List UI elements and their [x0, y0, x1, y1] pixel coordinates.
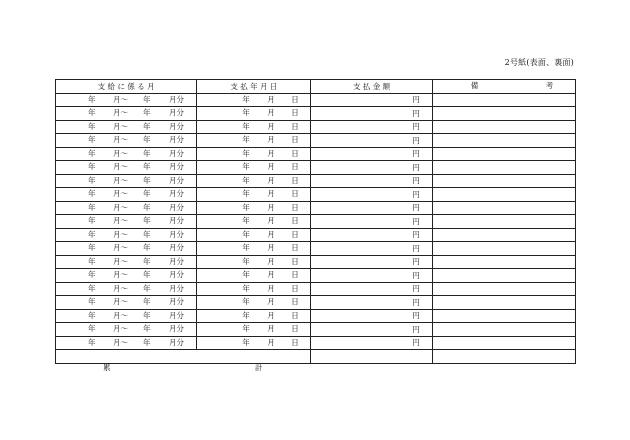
- payment-month-cell[interactable]: [56, 201, 197, 215]
- payment-date-cell[interactable]: [197, 255, 311, 269]
- pay-month-label: 月: [267, 108, 275, 117]
- payment-date-cell[interactable]: [197, 309, 311, 323]
- month-to-label: 月分: [169, 310, 184, 320]
- month-to-label: 月分: [169, 256, 184, 266]
- pay-year-label: 年: [242, 256, 250, 266]
- month-from-label: 月〜: [113, 175, 128, 185]
- payment-date-cell[interactable]: [197, 296, 311, 310]
- month-from-year-label: 年: [88, 135, 96, 144]
- pay-month-label: 月: [267, 297, 275, 306]
- header-payment-amount: 支 払 金 額: [311, 80, 432, 94]
- payment-amount-cell[interactable]: [311, 161, 432, 175]
- pay-day-label: 日: [291, 189, 299, 198]
- remarks-cell[interactable]: [432, 309, 575, 323]
- payment-date-cell[interactable]: [197, 174, 311, 188]
- payment-date-cell[interactable]: [197, 120, 311, 134]
- month-from-year-label: 年: [88, 310, 96, 320]
- pay-year-label: 年: [242, 162, 250, 171]
- pay-day-label: 日: [291, 175, 299, 185]
- pay-day-label: 日: [291, 283, 299, 293]
- pay-day-label: 日: [291, 297, 299, 306]
- remarks-cell[interactable]: [432, 93, 575, 107]
- pay-year-label: 年: [242, 175, 250, 185]
- pay-day-label: 日: [291, 202, 299, 212]
- pay-month-label: 月: [267, 189, 275, 198]
- month-from-year-label: 年: [88, 283, 96, 293]
- month-from-year-label: 年: [88, 108, 96, 117]
- pay-month-label: 月: [267, 229, 275, 239]
- payment-amount-cell[interactable]: [311, 174, 432, 188]
- remarks-cell[interactable]: [432, 336, 575, 350]
- month-to-label: 月分: [169, 135, 184, 144]
- table-row: [56, 282, 576, 296]
- payment-month-cell[interactable]: [56, 228, 197, 242]
- remarks-cell[interactable]: [432, 296, 575, 310]
- header-payment-month: 支 給 に 係 る 月: [56, 80, 197, 94]
- pay-year-label: 年: [242, 229, 250, 239]
- payment-month-cell[interactable]: [56, 174, 197, 188]
- table-row: [56, 323, 576, 337]
- pay-year-label: 年: [242, 135, 250, 144]
- month-from-label: 月〜: [113, 135, 128, 144]
- month-from-year-label: 年: [88, 337, 96, 347]
- payment-record-table: [55, 79, 576, 372]
- yen-label: 円: [412, 135, 420, 145]
- month-from-year-label: 年: [88, 216, 96, 225]
- month-from-label: 月〜: [113, 283, 128, 293]
- month-to-year-label: 年: [143, 94, 151, 104]
- pay-day-label: 日: [291, 148, 299, 158]
- month-to-label: 月分: [169, 94, 184, 104]
- pay-day-label: 日: [291, 337, 299, 347]
- payment-month-cell[interactable]: [56, 282, 197, 296]
- month-from-year-label: 年: [88, 256, 96, 266]
- yen-label: 円: [412, 270, 420, 280]
- month-from-label: 月〜: [113, 310, 128, 320]
- month-to-label: 月分: [169, 189, 184, 198]
- pay-day-label: 日: [291, 216, 299, 225]
- pay-year-label: 年: [242, 297, 250, 306]
- payment-month-cell[interactable]: [56, 336, 197, 350]
- total-label-left: 累: [103, 363, 111, 372]
- month-to-year-label: 年: [143, 189, 151, 198]
- total-remarks-cell[interactable]: [432, 350, 575, 364]
- payment-date-cell[interactable]: [197, 228, 311, 242]
- pay-month-label: 月: [267, 270, 275, 279]
- payment-month-cell[interactable]: [56, 188, 197, 202]
- pay-year-label: 年: [242, 202, 250, 212]
- remarks-cell[interactable]: [432, 201, 575, 215]
- month-to-year-label: 年: [143, 162, 151, 171]
- payment-amount-cell[interactable]: [311, 215, 432, 229]
- payment-date-cell[interactable]: [197, 282, 311, 296]
- header-remarks-left: 備: [470, 81, 479, 90]
- yen-label: 円: [412, 122, 420, 132]
- month-from-label: 月〜: [113, 270, 128, 279]
- payment-amount-cell[interactable]: [311, 309, 432, 323]
- month-from-label: 月〜: [113, 162, 128, 171]
- month-from-year-label: 年: [88, 229, 96, 239]
- table-row: [56, 93, 576, 107]
- month-from-year-label: 年: [88, 297, 96, 306]
- month-from-year-label: 年: [88, 162, 96, 171]
- payment-date-cell[interactable]: [197, 269, 311, 283]
- pay-day-label: 日: [291, 162, 299, 171]
- payment-date-cell[interactable]: [197, 323, 311, 337]
- pay-month-label: 月: [267, 243, 275, 252]
- payment-amount-cell[interactable]: [311, 269, 432, 283]
- payment-amount-cell[interactable]: [311, 228, 432, 242]
- month-from-label: 月〜: [113, 121, 128, 131]
- pay-year-label: 年: [242, 121, 250, 131]
- yen-label: 円: [412, 243, 420, 253]
- pay-day-label: 日: [291, 243, 299, 252]
- remarks-cell[interactable]: [432, 242, 575, 256]
- month-to-year-label: 年: [143, 148, 151, 158]
- header-remarks-right: 考: [545, 81, 554, 90]
- payment-amount-cell[interactable]: [311, 296, 432, 310]
- month-from-label: 月〜: [113, 337, 128, 347]
- month-from-label: 月〜: [113, 229, 128, 239]
- pay-year-label: 年: [242, 189, 250, 198]
- month-to-year-label: 年: [143, 297, 151, 306]
- payment-date-cell[interactable]: [197, 336, 311, 350]
- month-from-year-label: 年: [88, 270, 96, 279]
- payment-amount-cell[interactable]: [311, 282, 432, 296]
- pay-day-label: 日: [291, 256, 299, 266]
- month-to-year-label: 年: [143, 310, 151, 320]
- pay-year-label: 年: [242, 108, 250, 117]
- pay-day-label: 日: [291, 108, 299, 117]
- table-row: [56, 255, 576, 269]
- table-header-row: [56, 80, 576, 94]
- month-to-label: 月分: [169, 216, 184, 225]
- payment-amount-cell[interactable]: [311, 120, 432, 134]
- table-row: [56, 269, 576, 283]
- remarks-cell[interactable]: [432, 120, 575, 134]
- form-number-label: 2号紙(表面、裏面): [504, 58, 574, 67]
- table-row: [56, 120, 576, 134]
- pay-month-label: 月: [267, 283, 275, 293]
- yen-label: 円: [412, 189, 420, 199]
- month-to-year-label: 年: [143, 324, 151, 333]
- yen-label: 円: [412, 108, 420, 118]
- month-to-label: 月分: [169, 229, 184, 239]
- pay-year-label: 年: [242, 216, 250, 225]
- month-from-label: 月〜: [113, 243, 128, 252]
- payment-month-cell[interactable]: [56, 107, 197, 121]
- pay-month-label: 月: [267, 148, 275, 158]
- month-from-year-label: 年: [88, 175, 96, 185]
- pay-month-label: 月: [267, 121, 275, 131]
- pay-day-label: 日: [291, 324, 299, 333]
- month-to-label: 月分: [169, 297, 184, 306]
- payment-amount-cell[interactable]: [311, 336, 432, 350]
- month-to-year-label: 年: [143, 229, 151, 239]
- table-row: [56, 174, 576, 188]
- month-from-year-label: 年: [88, 243, 96, 252]
- yen-label: 円: [412, 324, 420, 334]
- payment-date-cell[interactable]: [197, 147, 311, 161]
- yen-label: 円: [412, 230, 420, 240]
- month-to-label: 月分: [169, 162, 184, 171]
- payment-month-cell[interactable]: [56, 161, 197, 175]
- pay-month-label: 月: [267, 337, 275, 347]
- pay-year-label: 年: [242, 148, 250, 158]
- month-from-year-label: 年: [88, 202, 96, 212]
- payment-amount-cell[interactable]: [311, 323, 432, 337]
- remarks-cell[interactable]: [432, 134, 575, 148]
- payment-month-cell[interactable]: [56, 93, 197, 107]
- month-to-year-label: 年: [143, 337, 151, 347]
- total-label-cell: [56, 350, 311, 372]
- yen-label: 円: [412, 257, 420, 267]
- month-to-label: 月分: [169, 283, 184, 293]
- payment-amount-cell[interactable]: [311, 201, 432, 215]
- payment-month-cell[interactable]: [56, 147, 197, 161]
- month-to-year-label: 年: [143, 108, 151, 117]
- pay-year-label: 年: [242, 324, 250, 333]
- payment-amount-cell[interactable]: [311, 188, 432, 202]
- month-from-year-label: 年: [88, 189, 96, 198]
- payment-month-cell[interactable]: [56, 120, 197, 134]
- month-from-label: 月〜: [113, 189, 128, 198]
- pay-day-label: 日: [291, 310, 299, 320]
- yen-label: 円: [412, 162, 420, 172]
- payment-month-cell[interactable]: [56, 255, 197, 269]
- yen-label: 円: [412, 311, 420, 321]
- table-row: [56, 161, 576, 175]
- pay-year-label: 年: [242, 243, 250, 252]
- month-from-label: 月〜: [113, 148, 128, 158]
- month-to-label: 月分: [169, 243, 184, 252]
- yen-label: 円: [412, 338, 420, 348]
- yen-label: 円: [412, 176, 420, 186]
- pay-year-label: 年: [242, 270, 250, 279]
- month-from-label: 月〜: [113, 202, 128, 212]
- month-from-year-label: 年: [88, 324, 96, 333]
- month-to-label: 月分: [169, 202, 184, 212]
- payment-month-cell[interactable]: [56, 323, 197, 337]
- table-row: [56, 309, 576, 323]
- table-row: [56, 188, 576, 202]
- month-from-year-label: 年: [88, 121, 96, 131]
- payment-amount-cell[interactable]: [311, 93, 432, 107]
- payment-date-cell[interactable]: [197, 93, 311, 107]
- remarks-cell[interactable]: [432, 215, 575, 229]
- payment-date-cell[interactable]: [197, 215, 311, 229]
- month-to-year-label: 年: [143, 121, 151, 131]
- month-from-year-label: 年: [88, 148, 96, 158]
- table-row: [56, 242, 576, 256]
- remarks-cell[interactable]: [432, 107, 575, 121]
- table-row: [56, 147, 576, 161]
- pay-day-label: 日: [291, 270, 299, 279]
- month-to-label: 月分: [169, 108, 184, 117]
- pay-day-label: 日: [291, 229, 299, 239]
- yen-label: 円: [412, 149, 420, 159]
- month-from-year-label: 年: [88, 94, 96, 104]
- pay-month-label: 月: [267, 94, 275, 104]
- table-row: [56, 134, 576, 148]
- payment-month-cell[interactable]: [56, 134, 197, 148]
- pay-month-label: 月: [267, 216, 275, 225]
- pay-month-label: 月: [267, 202, 275, 212]
- pay-month-label: 月: [267, 135, 275, 144]
- pay-day-label: 日: [291, 94, 299, 104]
- pay-year-label: 年: [242, 283, 250, 293]
- yen-label: 円: [412, 203, 420, 213]
- month-to-label: 月分: [169, 324, 184, 333]
- month-to-year-label: 年: [143, 175, 151, 185]
- payment-amount-cell[interactable]: [311, 134, 432, 148]
- month-from-label: 月〜: [113, 216, 128, 225]
- table-row: [56, 228, 576, 242]
- remarks-cell[interactable]: [432, 282, 575, 296]
- table-row: [56, 336, 576, 350]
- payment-date-cell[interactable]: [197, 201, 311, 215]
- month-to-year-label: 年: [143, 135, 151, 144]
- month-from-label: 月〜: [113, 108, 128, 117]
- payment-amount-cell[interactable]: [311, 107, 432, 121]
- table-row: [56, 215, 576, 229]
- month-to-label: 月分: [169, 270, 184, 279]
- month-from-label: 月〜: [113, 256, 128, 266]
- month-to-year-label: 年: [143, 270, 151, 279]
- yen-label: 円: [412, 297, 420, 307]
- payment-amount-cell[interactable]: [311, 255, 432, 269]
- remarks-cell[interactable]: [432, 269, 575, 283]
- payment-amount-cell[interactable]: [311, 147, 432, 161]
- payment-date-cell[interactable]: [197, 242, 311, 256]
- month-from-label: 月〜: [113, 297, 128, 306]
- pay-day-label: 日: [291, 135, 299, 144]
- remarks-cell[interactable]: [432, 228, 575, 242]
- remarks-cell[interactable]: [432, 323, 575, 337]
- remarks-cell[interactable]: [432, 255, 575, 269]
- month-from-label: 月〜: [113, 94, 128, 104]
- payment-date-cell[interactable]: [197, 134, 311, 148]
- table-row: [56, 107, 576, 121]
- month-to-year-label: 年: [143, 256, 151, 266]
- payment-month-cell[interactable]: [56, 269, 197, 283]
- header-remarks: [432, 80, 575, 94]
- header-payment-date: 支 払 年 月 日: [197, 80, 311, 94]
- pay-month-label: 月: [267, 324, 275, 333]
- pay-year-label: 年: [242, 310, 250, 320]
- month-to-year-label: 年: [143, 216, 151, 225]
- yen-label: 円: [412, 95, 420, 105]
- payment-month-cell[interactable]: [56, 242, 197, 256]
- month-from-label: 月〜: [113, 324, 128, 333]
- pay-month-label: 月: [267, 175, 275, 185]
- payment-amount-cell[interactable]: [311, 242, 432, 256]
- pay-year-label: 年: [242, 94, 250, 104]
- remarks-cell[interactable]: [432, 147, 575, 161]
- remarks-cell[interactable]: [432, 188, 575, 202]
- remarks-cell[interactable]: [432, 161, 575, 175]
- payment-date-cell[interactable]: [197, 161, 311, 175]
- pay-day-label: 日: [291, 121, 299, 131]
- payment-date-cell[interactable]: [197, 107, 311, 121]
- remarks-cell[interactable]: [432, 174, 575, 188]
- month-to-year-label: 年: [143, 202, 151, 212]
- total-label-right: 計: [255, 363, 263, 372]
- pay-month-label: 月: [267, 310, 275, 320]
- month-to-year-label: 年: [143, 243, 151, 252]
- month-to-label: 月分: [169, 337, 184, 347]
- total-row: [56, 350, 576, 364]
- table-row: [56, 201, 576, 215]
- payment-date-cell[interactable]: [197, 188, 311, 202]
- month-to-year-label: 年: [143, 283, 151, 293]
- month-to-label: 月分: [169, 175, 184, 185]
- payment-month-cell[interactable]: [56, 309, 197, 323]
- table-row: [56, 296, 576, 310]
- yen-label: 円: [412, 216, 420, 226]
- pay-year-label: 年: [242, 337, 250, 347]
- pay-month-label: 月: [267, 256, 275, 266]
- month-to-label: 月分: [169, 121, 184, 131]
- month-to-label: 月分: [169, 148, 184, 158]
- pay-month-label: 月: [267, 162, 275, 171]
- yen-label: 円: [412, 284, 420, 294]
- payment-month-cell[interactable]: [56, 296, 197, 310]
- total-amount-cell[interactable]: [311, 350, 432, 364]
- payment-month-cell[interactable]: [56, 215, 197, 229]
